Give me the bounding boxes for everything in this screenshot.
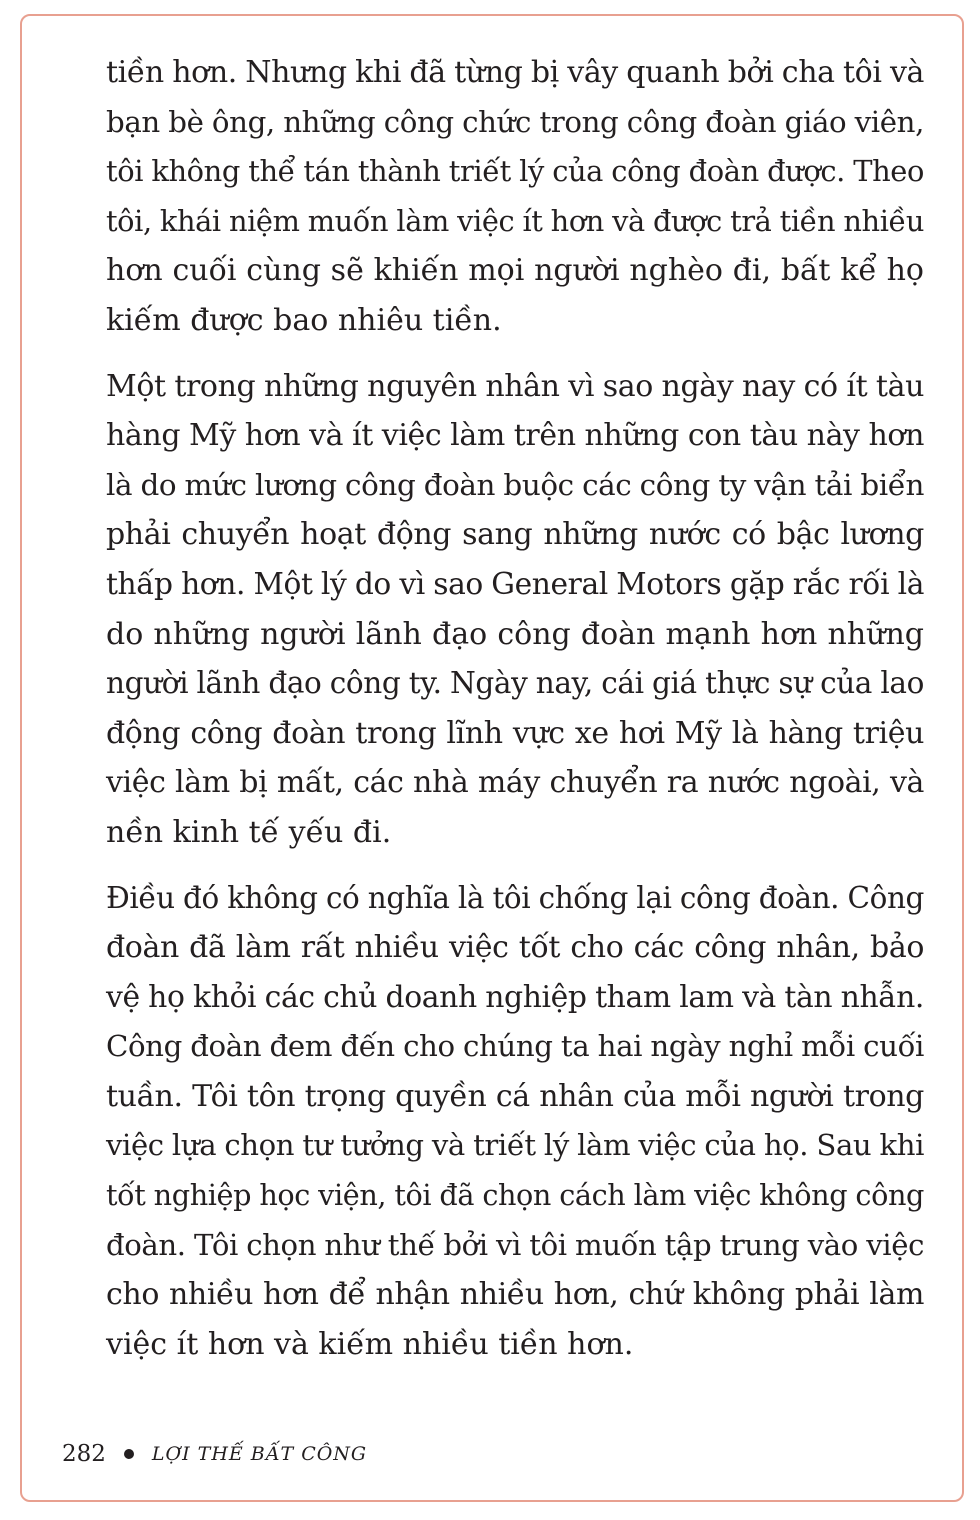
page-footer <box>62 1434 367 1474</box>
text-line: Công đoàn đem đến cho chúng ta hai ngày nghỉ mỗi cuối <box>106 1029 924 1064</box>
text-line: việc ít hơn và kiếm nhiều tiền hơn. <box>106 1326 634 1362</box>
text-line: đoàn đã làm rất nhiều việc tốt cho các công nhân, bảo <box>106 930 924 966</box>
paragraph-3 <box>106 874 924 1370</box>
text-line: người lãnh đạo công ty. Ngày nay, cái giá thực sự của lao <box>106 666 924 701</box>
text-line: tiền hơn. Nhưng khi đã từng bị vây quanh bởi cha tôi và <box>106 55 924 90</box>
text-line: tuần. Tôi tôn trọng quyền cá nhân của mỗi người trong <box>106 1078 924 1114</box>
text-line: cho nhiều hơn để nhận nhiều hơn, chứ không phải làm <box>106 1277 924 1313</box>
text-line: kiếm được bao nhiêu tiền. <box>106 302 502 338</box>
text-line: phải chuyển hoạt động sang những nước có bậc lương <box>106 517 924 553</box>
text-line: động công đoàn trong lĩnh vực xe hơi Mỹ là hàng triệu <box>106 715 924 751</box>
text-line: đoàn. Tôi chọn như thế bởi vì tôi muốn tập trung vào việc <box>106 1227 924 1262</box>
running-title: LỢI THẾ BẤT CÔNG <box>151 1443 368 1465</box>
paragraph-1 <box>106 48 924 346</box>
text-line: việc làm bị mất, các nhà máy chuyển ra nước ngoài, và <box>106 765 924 801</box>
text-line: nền kinh tế yếu đi. <box>106 814 392 850</box>
text-line: Một trong những nguyên nhân vì sao ngày nay có ít tàu <box>106 368 924 404</box>
text-line: Điều đó không có nghĩa là tôi chống lại công đoàn. Công <box>106 880 924 915</box>
text-line: việc lựa chọn tư tưởng và triết lý làm việc của họ. Sau khi <box>106 1128 924 1163</box>
text-line: hơn cuối cùng sẽ khiến mọi người nghèo đi, bất kể họ <box>106 253 924 289</box>
body-text <box>106 48 924 1385</box>
bullet-icon <box>124 1449 134 1459</box>
text-line: tôi, khái niệm muốn làm việc ít hơn và được trả tiền nhiều <box>106 203 924 238</box>
text-line: tốt nghiệp học viện, tôi đã chọn cách làm việc không công <box>106 1178 924 1213</box>
text-line: vệ họ khỏi các chủ doanh nghiệp tham lam và tàn nhẫn. <box>106 979 924 1015</box>
text-line: tôi không thể tán thành triết lý của công đoàn được. Theo <box>106 154 924 189</box>
text-line: bạn bè ông, những công chức trong công đoàn giáo viên, <box>106 104 924 139</box>
text-line: là do mức lương công đoàn buộc các công ty vận tải biển <box>106 467 924 502</box>
text-line: thấp hơn. Một lý do vì sao General Motors gặp rắc rối là <box>106 566 924 602</box>
page-number: 282 <box>62 1441 106 1467</box>
text-line: do những người lãnh đạo công đoàn mạnh hơn những <box>106 616 924 652</box>
text-line: hàng Mỹ hơn và ít việc làm trên những con tàu này hơn <box>106 418 924 454</box>
paragraph-2 <box>106 362 924 858</box>
